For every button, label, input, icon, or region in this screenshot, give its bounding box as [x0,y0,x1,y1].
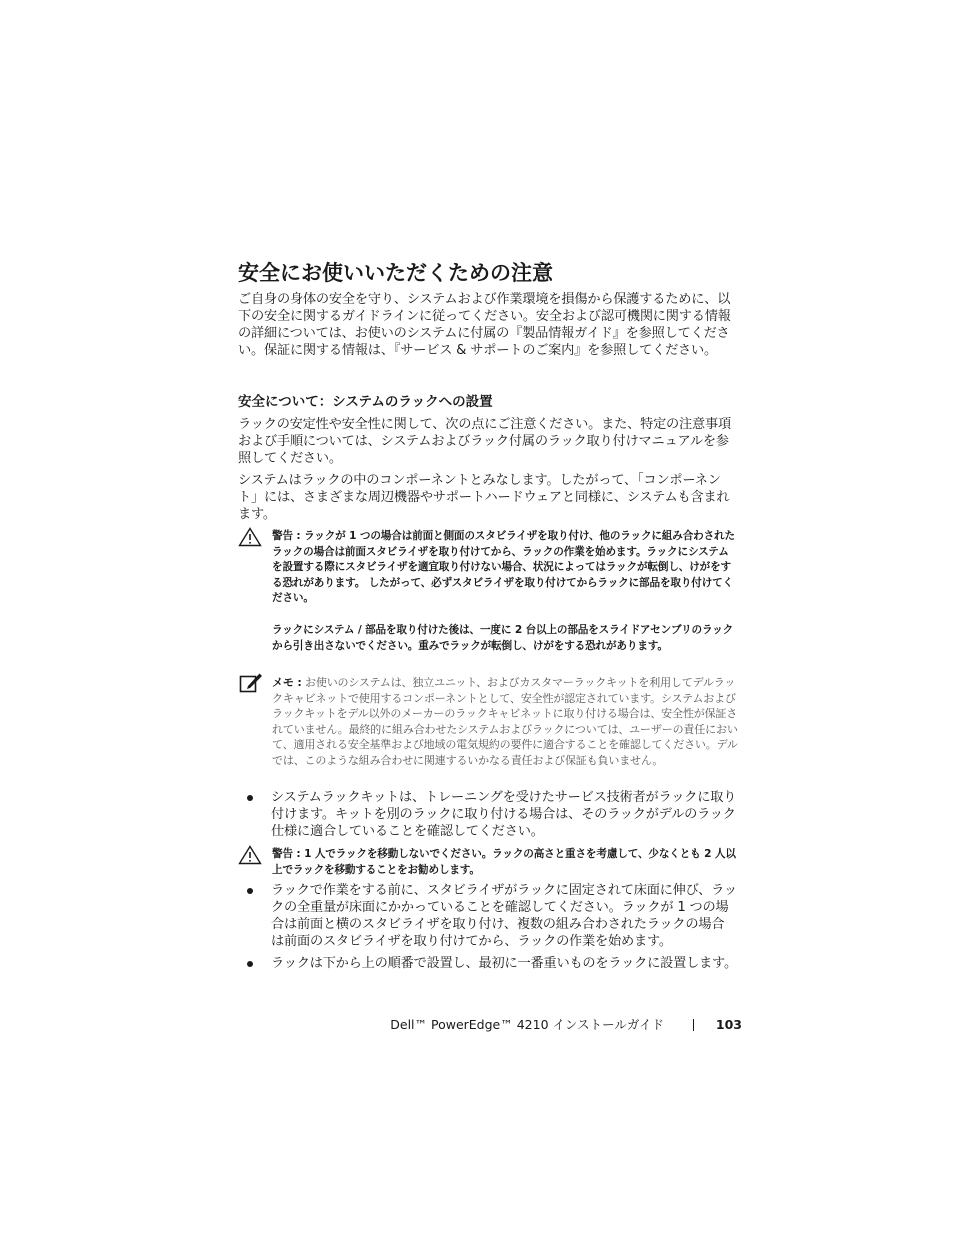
section-heading: 安全について：システムのラックへの設置 [238,394,493,410]
warning-notice-slide-assembly: ラックにシステム / 部品を取り付けた後は、一度に 2 台以上の部品をスライドアセンブリのラックから引き出さないでください。重みでラックが転倒し、けがをする恐れがあります。 [272,624,734,652]
warning-label: 警告 : [272,848,301,860]
warning-triangle-icon [238,527,262,547]
warning-text: 1 人でラックを移動しないでください。ラックの高さと重さを考慮して、少なくとも 2 人以上でラックを移動することをお勧めします。 [272,848,736,876]
pencil-note-icon [239,672,263,694]
warning-triangle-icon [238,845,262,865]
bullet-item-stabilizer-check: ラックで作業をする前に、スタビライザがラックに固定されて床面に伸び、ラックの全重量が床面にかかっていることを確認してください。ラックが 1 つの場合は前面と横のスタビライザを取り付け、複数の組み合わされたラックの場合は前面のスタビライザを取り付けてから、ラックの作業を始めます。 [271,883,737,949]
bullet-marker [247,961,253,967]
memo-text: お使いのシステムは、独立ユニット、およびカスタマーラックキットを利用してデルラックキャビネットで使用するコンポーネントとして、安全性が認定されています。システムおよびラックキットをデル以外のメーカーのラックキャビネットに取り付ける場合は、安全性が保証されていません。最終的に組み合わせたシステムおよびラックについては、ユーザーの責任において、適用される安全基準および地域の電気規約の要件に適合することを確認してください。デルでは、このような組み合わせに関連するいかなる責任および保証も負いません。 [272,676,738,767]
page-footer [360,1015,742,1035]
memo-label: メモ : [272,676,302,689]
footer-guide-title: Dell™ PowerEdge™ 4210 インストールガイド [390,1017,664,1032]
bullet-item-install-order: ラックは下から上の順番で設置し、最初に一番重いものをラックに設置します。 [271,956,737,971]
warning-text: ラックが 1 つの場合は前面と側面のスタビライザを取り付け、他のラックに組み合わされたラックの場合は前面スタビライザを取り付けてから、ラックの作業を始めます。ラックにシステムを設置する際にスタビライザを適宜取り付けない場合、状況によってはラックが転倒し、けがをする恐れがあります。 したがって、必ずスタビライザを取り付けてからラックに部品を取り付けてください。 [272,530,735,605]
intro-paragraph: ご自身の身体の安全を守り、システムおよび作業環境を損傷から保護するために、以下の安全に関するガイドラインに従ってください。安全および認可機関に関する情報の詳細については、お使いのシステムに付属の『製品情報ガイド』を参照してください。保証に関する情報は、『サービス & サポートのご案内』を参照してください。 [238,292,731,358]
bullet-marker [247,888,253,894]
warning-notice-moving-rack [272,847,738,878]
bullet-item-rack-kit: システムラックキットは、トレーニングを受けたサービス技術者がラックに取り付けます。キットを別のラックに取り付ける場合は、そのラックがデルのラック仕様に適合していることを確認してください。 [271,790,737,839]
footer-separator [693,1019,694,1031]
page-number: 103 [715,1017,742,1032]
component-paragraph: システムはラックの中のコンポーネントとみなします。したがって、「コンポーネント」には、さまざまな周辺機器やサポートハードウェアと同様に、システムも含まれます。 [238,473,730,522]
rack-stability-paragraph: ラックの安定性や安全性に関して、次の点にご注意ください。また、特定の注意事項および手順については、システムおよびラック付属のラック取り付けマニュアルを参照してください。 [238,417,731,466]
bullet-marker [247,795,253,801]
page-title: 安全にお使いいただくための注意 [238,261,553,285]
warning-notice-stabilizers [272,529,738,607]
warning-label: 警告 : [272,530,301,542]
memo-notice [272,675,738,769]
